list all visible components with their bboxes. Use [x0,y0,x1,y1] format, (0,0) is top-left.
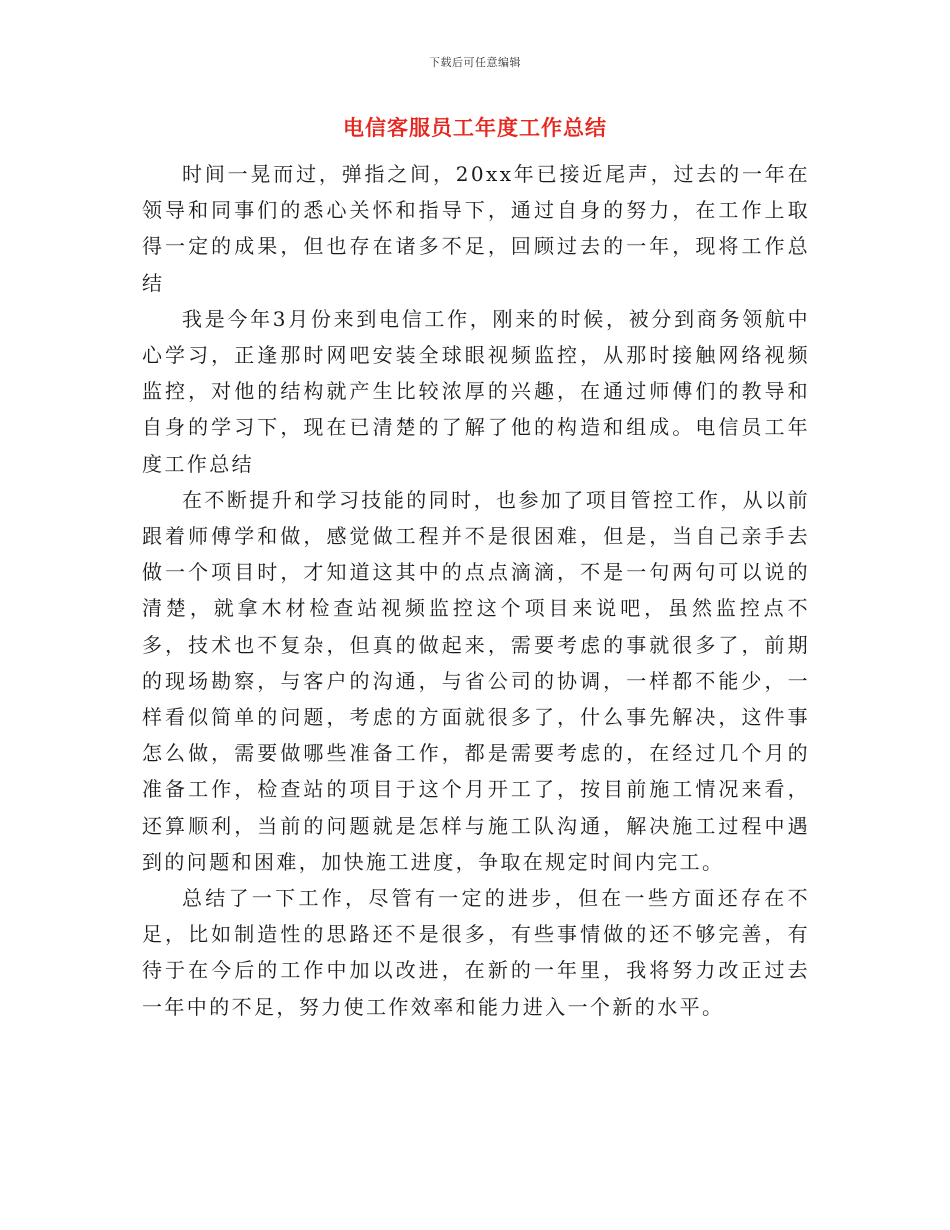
paragraph-project: 在不断提升和学习技能的同时，也参加了项目管控工作，从以前跟着师傅学和做，感觉做工程并不是很困难，但是，当自己亲手去做一个项目时，才知道这其中的点点滴滴，不是一句两句可以说的清楚，就拿木材检查站视频监控这个项目来说吧，虽然监控点不多，技术也不复杂，但真的做起来，需要考虑的事就很多了，前期的现场勘察，与客户的沟通，与省公司的协调，一样都不能少，一样看似简单的问题，考虑的方面就很多了，什么事先解决，这件事怎么做，需要做哪些准备工作，都是需要考虑的，在经过几个月的准备工作，检查站的项目于这个月开工了，按目前施工情况来看，还算顺利，当前的问题就是怎样与施工队沟通，解决施工过程中遇到的问题和困难，加快施工进度，争取在规定时间内完工。 [142,487,810,874]
document-title: 电信客服员工年度工作总结 [343,116,607,140]
paragraph-summary: 总结了一下工作，尽管有一定的进步，但在一些方面还存在不足，比如制造性的思路还不是很多，有些事情做的还不够完善，有待于在今后的工作中加以改进，在新的一年里，我将努力改正过去一年中的不足，努力使工作效率和能力进入一个新的水平。 [142,886,810,1019]
document-body [142,156,810,1025]
paragraph-review: 时间一晃而过，弹指之间，20xx年已接近尾声，过去的一年在领导和同事们的悉心关怀和指导下，通过自身的努力，在工作上取得一定的成果，但也存在诸多不足，回顾过去的一年，现将工作总结 [142,162,810,295]
paragraph-start-work: 我是今年3月份来到电信工作，刚来的时候，被分到商务领航中心学习，正逢那时网吧安装全球眼视频监控，从那时接触网络视频监控，对他的结构就产生比较浓厚的兴趣，在通过师傅们的教导和自身的学习下，现在已清楚的了解了他的构造和组成。电信员工年度工作总结 [142,306,810,476]
header-note: 下载后可任意编辑 [429,56,521,69]
